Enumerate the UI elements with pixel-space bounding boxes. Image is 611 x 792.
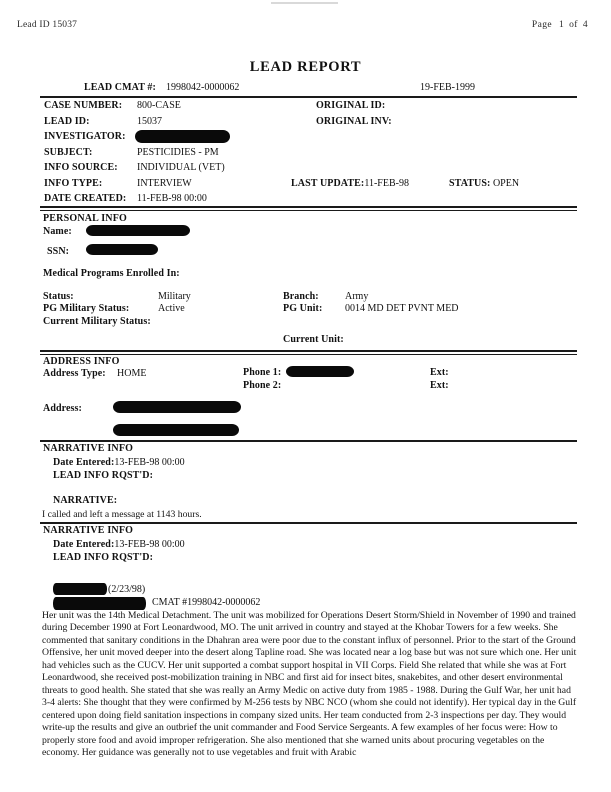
subject-value-wrap (137, 147, 219, 158)
status-badge: OPEN (492, 178, 520, 189)
field-ssn (47, 246, 69, 257)
page-title: LEAD REPORT (249, 59, 362, 75)
field-narrative-1-lead-info-rqstd (53, 470, 153, 481)
narrative-1-date-entered-label: Date Entered: (53, 457, 115, 468)
redaction-signature-title (53, 597, 146, 610)
status-label: STATUS: (449, 178, 491, 189)
address-label: Address: (43, 403, 82, 414)
page-current: 1 (558, 20, 565, 30)
field-investigator (44, 131, 126, 142)
rule-personal-info-top (40, 206, 577, 208)
pg-unit-label: PG Unit: (283, 303, 323, 314)
lead-id-value-wrap (137, 116, 162, 127)
phone2-label: Phone 2: (243, 380, 282, 391)
current-unit-label: Current Unit: (283, 334, 344, 345)
lead-cmat-line (0, 82, 611, 96)
narrative-1-lead-info-rqstd-label: LEAD INFO RQST'D: (53, 470, 154, 481)
field-pg-unit (283, 303, 322, 314)
page-label: Page (531, 20, 552, 30)
field-info-source (44, 162, 118, 173)
field-last-update (291, 178, 409, 189)
page-total: 4 (582, 20, 588, 30)
ext1-label: Ext: (430, 367, 449, 378)
field-lead-id (44, 116, 90, 127)
date-created-value: 11-FEB-98 00:00 (137, 193, 207, 204)
military-status-label: Status: (43, 291, 74, 302)
redaction-address-line-2 (113, 424, 239, 436)
lead-id-value: 15037 (137, 116, 162, 127)
info-source-value: INDIVIDUAL (VET) (137, 162, 225, 173)
pg-unit-value: 0014 MD DET PVNT MED (345, 303, 459, 314)
field-phone-1 (243, 367, 281, 378)
redaction-ssn (86, 244, 158, 255)
field-narrative-2-date-entered (53, 539, 185, 550)
pg-military-status-label: PG Military Status: (43, 303, 130, 314)
report-date: 19-FEB-1999 (420, 82, 475, 93)
branch-value: Army (345, 291, 369, 302)
field-status-military (43, 291, 74, 302)
field-branch (283, 291, 319, 302)
narrative-2-cmat-inline: CMAT #1998042-0000062 (152, 597, 261, 608)
field-medical-programs (43, 268, 180, 279)
field-address (43, 403, 82, 414)
field-original-inv (316, 116, 392, 127)
lead-id-label: LEAD ID: (44, 116, 90, 127)
rule-personal-info-top-2 (40, 210, 577, 211)
field-ext-2 (430, 380, 449, 391)
investigator-label: INVESTIGATOR: (44, 131, 126, 142)
field-original-id (316, 100, 385, 111)
case-number-value: 800-CASE (137, 100, 181, 111)
date-created-label: DATE CREATED: (44, 193, 127, 204)
narrative-1-paragraph: I called and left a message at 1143 hours. (42, 509, 202, 520)
original-inv-label: ORIGINAL INV: (316, 116, 392, 127)
narrative-2-text (42, 610, 577, 759)
field-pg-military-status (43, 303, 129, 314)
military-status-value: Military (158, 291, 191, 302)
field-subject (44, 147, 92, 158)
field-status (449, 178, 519, 189)
date-created-value-wrap (137, 193, 207, 204)
original-id-label: ORIGINAL ID: (316, 100, 386, 111)
section-title-narrative-1: NARRATIVE INFO (43, 443, 134, 454)
field-ext-1 (430, 367, 449, 378)
redaction-signature-name (53, 583, 107, 595)
narrative-2-paragraph: Her unit was the 14th Medical Detachment. The unit was mobilized for Operations Desert Storm/Shield in November of 1990 and trained during December 1990 at Fort Leonardwood, MO. The unit arrived in country and stayed at the Khobar Towers for a few weeks. She commented that sanitary conditions in the Dhahran area were poor due to the constant influx of personnel. Prior to the start of the Ground Offensive, her unit moved deeper into the desert along Tapline road. She was located near a log base but was not sure which one. Her unit had vehicles such as the CUCV. Her unit supported a combat support hospital in VII Corps. Field She related that while she was at Fort Leonardwood, she received post-mobilization training in NBC and first aid for insect bites, snakebites, and other desert environmental threats to good health. She stated that she was really an Army Medic on active duty from 1985 - 1988. During the Gulf War, her unit had 3-4 alerts: She thought that they were confirmed by M-256 tests by NBC NCO (whom she could not identify). Her typical day in the Gulf centered upon doing field sanitation inspections in company sized units. Her team conducted from 2-3 inspections per day. They would write-up the results and give an outbrief the unit commander and Food Service Sergeants. A few examples of her focus were: How to properly store food and avoid improper refrigeration. She also mentioned that she warned units about procuring vegetables on the economy. Her guidance was generally not to use vegetables and fruit with Arabic (42, 610, 577, 758)
subject-label: SUBJECT: (44, 147, 93, 158)
case-number-label: CASE NUMBER: (44, 100, 123, 111)
rule-under-cmat (40, 96, 577, 98)
field-narrative-1-date-entered (53, 457, 185, 468)
ext2-label: Ext: (430, 380, 449, 391)
subject-value: PESTICIDIES - PM (137, 147, 219, 158)
redaction-investigator (135, 130, 230, 143)
field-narrative-2-lead-info-rqstd (53, 552, 153, 563)
info-type-value-wrap (137, 178, 192, 189)
page-of-label: of (569, 20, 578, 30)
rule-address-info-top (40, 350, 577, 352)
rule-address-info-top-2 (40, 354, 577, 355)
ssn-label: SSN: (47, 246, 70, 257)
header-page-number (532, 20, 588, 30)
field-address-type (43, 368, 106, 379)
last-update-value: 11-FEB-98 (364, 178, 409, 189)
name-label: Name: (43, 226, 72, 237)
phone1-label: Phone 1: (243, 367, 282, 378)
narrative-1-label-wrap (53, 495, 117, 506)
lead-cmat-label: LEAD CMAT #: (84, 82, 156, 93)
field-current-military-status (43, 316, 151, 327)
field-date-created (44, 193, 126, 204)
header-lead-id (17, 20, 77, 30)
narrative-1-date-entered-value: 13-FEB-98 00:00 (114, 457, 185, 468)
lead-cmat-value: 1998042-0000062 (166, 82, 240, 93)
narrative-2-lead-info-rqstd-label: LEAD INFO RQST'D: (53, 552, 154, 563)
info-source-label: INFO SOURCE: (44, 162, 118, 173)
address-type-value-wrap (117, 368, 146, 379)
field-phone-2 (243, 380, 281, 391)
scan-artifact (271, 2, 338, 4)
field-current-unit (283, 334, 344, 345)
running-header (0, 20, 611, 34)
address-type-label: Address Type: (43, 368, 106, 379)
redaction-address-line-1 (113, 401, 241, 413)
military-status-value-wrap (158, 291, 191, 302)
narrative-2-date-entered-value: 13-FEB-98 00:00 (114, 539, 185, 550)
field-info-type (44, 178, 102, 189)
rule-narrative-1-top (40, 440, 577, 442)
pg-unit-value-wrap (345, 303, 459, 314)
field-name (43, 226, 72, 237)
narrative-2-date-entered-label: Date Entered: (53, 539, 115, 550)
field-case-number (44, 100, 122, 111)
info-type-label: INFO TYPE: (44, 178, 103, 189)
branch-value-wrap (345, 291, 368, 302)
last-update-label: LAST UPDATE: (291, 178, 365, 189)
current-military-status-label: Current Military Status: (43, 316, 151, 327)
info-type-value: INTERVIEW (137, 178, 192, 189)
section-title-narrative-2: NARRATIVE INFO (43, 525, 134, 536)
header-lead-id-value: 15037 (52, 20, 78, 30)
redaction-name (86, 225, 190, 236)
narrative-1-label: NARRATIVE: (53, 495, 118, 506)
address-type-value: HOME (117, 368, 147, 379)
narrative-1-text (42, 509, 577, 521)
header-lead-id-label: Lead ID (17, 20, 50, 30)
branch-label: Branch: (283, 291, 319, 302)
redaction-phone1 (286, 366, 354, 377)
section-title-personal-info: PERSONAL INFO (43, 213, 128, 224)
pg-military-status-value-wrap (158, 303, 185, 314)
narrative-2-signature-date: (2/23/98) (108, 584, 146, 595)
medical-programs-label: Medical Programs Enrolled In: (43, 268, 180, 279)
rule-narrative-2-top (40, 522, 577, 524)
section-title-address-info: ADDRESS INFO (43, 356, 120, 367)
pg-military-status-value: Active (158, 303, 185, 314)
case-number-value-wrap (137, 100, 181, 111)
info-source-value-wrap (137, 162, 225, 173)
